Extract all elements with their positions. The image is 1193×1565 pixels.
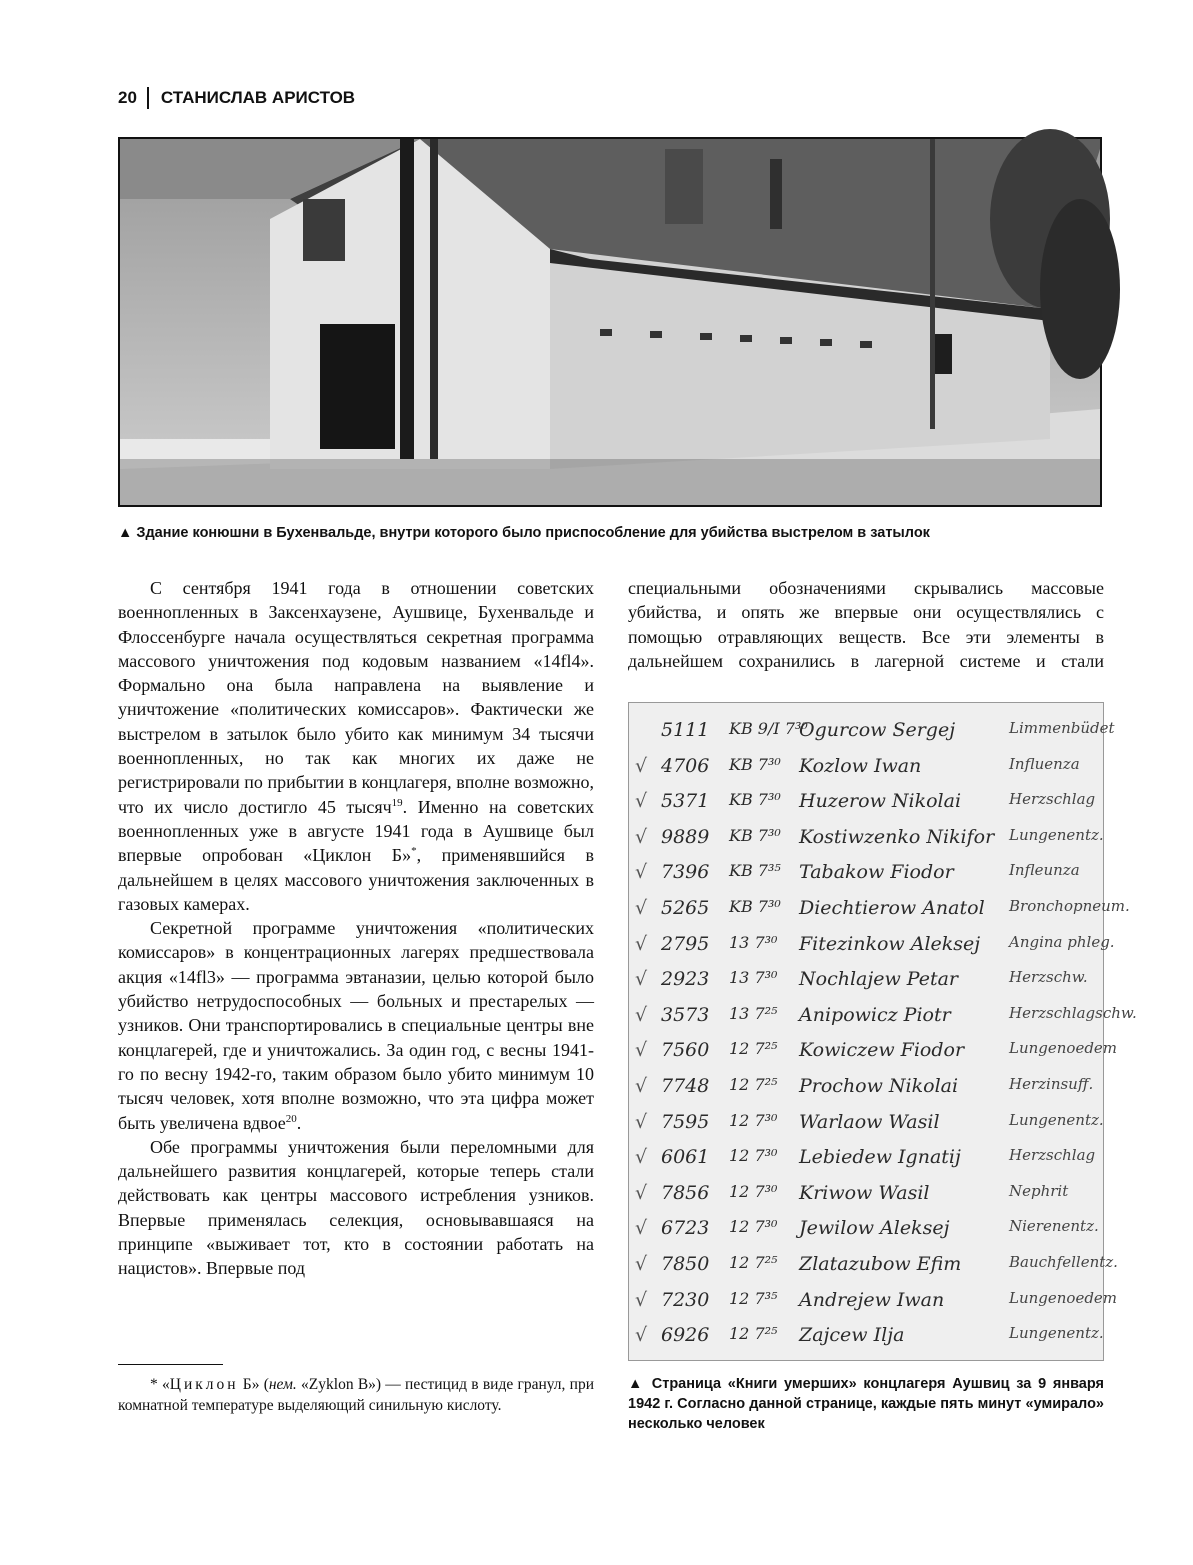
record-name: Anipowicz Piotr <box>799 1003 951 1026</box>
death-record-row <box>629 784 1103 820</box>
record-cause: Lungenoedem <box>1009 1288 1118 1307</box>
record-code: KB 7³⁰ <box>729 897 781 916</box>
record-cause: Lungenoedem <box>1009 1039 1118 1058</box>
record-number: 6723 <box>661 1217 710 1240</box>
record-number: 7856 <box>661 1181 710 1204</box>
record-check: √ <box>635 1039 648 1062</box>
record-number: 7595 <box>661 1110 710 1133</box>
footnote: * «Циклон Б» (нем. «Zyklon B») — пестицид в виде гранул, при комнатной температуре выделяющий синильную кислоту. <box>118 1376 595 1414</box>
record-number: 5371 <box>661 790 710 813</box>
record-check: √ <box>635 1217 648 1240</box>
photo-caption: ▲ Здание конюшни в Бухенвальде, внутри которого было приспособление для убийства выстрелом в затылок <box>118 525 930 541</box>
death-record-row <box>629 713 1115 749</box>
record-name: Zajcew Ilja <box>799 1324 905 1347</box>
record-name: Kowiczew Fiodor <box>799 1039 965 1062</box>
record-cause: Lungenentz. <box>1009 825 1104 844</box>
record-number: 7396 <box>661 861 710 884</box>
record-number: 6061 <box>661 1146 710 1169</box>
record-code: 12 7³⁵ <box>729 1288 778 1308</box>
record-code: 12 7³⁰ <box>729 1110 778 1130</box>
record-code: KB 7³⁰ <box>729 825 781 845</box>
record-check: √ <box>635 861 648 884</box>
document-caption: ▲ Страница «Книги умерших» концлагеря Аушвиц за 9 января 1942 г. Согласно данной странице, каждые пять минут «умирало» несколько человек <box>628 1376 1104 1432</box>
record-check: √ <box>635 825 648 848</box>
record-code: 12 7²⁵ <box>729 1039 778 1059</box>
record-code: 12 7²⁵ <box>729 1324 778 1344</box>
record-number: 2795 <box>661 932 710 955</box>
record-number: 6926 <box>661 1324 710 1347</box>
record-cause: Herzschlag <box>1009 1146 1096 1165</box>
record-check: √ <box>635 754 648 777</box>
record-name: Ogurcow Sergej <box>799 719 956 741</box>
record-code: 13 7²⁵ <box>729 1003 778 1023</box>
record-name: Jewilow Aleksej <box>799 1217 950 1240</box>
record-check: √ <box>635 932 648 955</box>
record-number: 7560 <box>661 1039 710 1062</box>
record-number: 5265 <box>661 897 710 919</box>
death-record-row <box>629 927 1115 963</box>
record-code: 13 7³⁰ <box>729 968 778 988</box>
record-check: √ <box>635 1181 648 1204</box>
record-name: Prochow Nikolai <box>799 1075 959 1097</box>
death-book-page-image <box>628 702 1137 1361</box>
record-cause: Bauchfellentz. <box>1009 1253 1118 1271</box>
paragraph-2: Секретной программе уничтожения «политических комиссаров» в концентрационных лагерях предшествовала акция «14fl3» — программа эвтаназии, целью которой было убийство нетрудоспособных — больных и престарелых — узников. Они транспортировались в специальные центры вне концлагерей, где и уничтожались. За один год, с весны 1941-го по весну 1942-го, таким образом было убито минимум 10 тысяч человек, хотя вполне возможно, что эта цифра может быть увеличена вдвое$^{20}$. <box>118 918 594 1133</box>
left-column <box>118 576 594 1281</box>
record-check: √ <box>635 1146 648 1169</box>
death-record-row <box>629 1176 1103 1212</box>
record-code: KB 9/I 7³⁰ <box>729 719 808 738</box>
footnote-rule <box>118 1364 223 1365</box>
record-cause: Herzschw. <box>1009 968 1088 987</box>
page-number: 20 <box>118 88 137 107</box>
record-code: KB 7³⁵ <box>729 861 781 881</box>
record-code: 12 7³⁰ <box>729 1181 778 1201</box>
right-column-text: специальными обозначениями скрывались массовые убийства, и опять же впервые они осуществлялись с помощью отравляющих веществ. Все эти элементы в дальнейшем сохранились в лагерной системе и стали <box>628 578 1104 671</box>
running-header <box>118 86 355 110</box>
record-name: Andrejew Iwan <box>799 1288 945 1311</box>
death-record-row <box>629 1247 1118 1283</box>
record-number: 9889 <box>661 825 710 848</box>
death-record-row <box>629 749 1103 785</box>
record-number: 7230 <box>661 1288 710 1311</box>
record-number: 7850 <box>661 1253 710 1275</box>
record-name: Kostiwzenko Nikifor <box>799 825 995 848</box>
record-name: Tabakow Fiodor <box>799 861 954 884</box>
record-code: 13 7³⁰ <box>729 932 778 952</box>
death-record-row <box>629 1283 1118 1319</box>
death-record-row <box>629 1105 1103 1141</box>
record-number: 2923 <box>661 968 710 991</box>
record-code: 12 7³⁰ <box>729 1217 778 1237</box>
record-number: 7748 <box>661 1075 710 1097</box>
record-name: Fitezinkow Aleksej <box>799 932 981 955</box>
record-check: √ <box>635 1003 648 1026</box>
record-cause: Herzschlag <box>1009 790 1096 809</box>
death-record-row <box>629 1318 1103 1354</box>
photo-stable-building-icon <box>120 139 1100 505</box>
stable-photo <box>118 137 1102 507</box>
record-number: 5111 <box>661 719 710 741</box>
death-record-row <box>629 1069 1103 1105</box>
death-record-row <box>629 1033 1118 1069</box>
record-cause: Angina phleg. <box>1009 932 1115 951</box>
record-name: Nochlajew Petar <box>799 968 959 991</box>
record-check: √ <box>635 1288 648 1311</box>
record-cause: Herzinsuff. <box>1009 1075 1094 1093</box>
paragraph-1: С сентября 1941 года в отношении советских военнопленных в Заксенхаузене, Аушвице, Бухенвальде и Флоссенбурге начала осуществляться секретная программа массового уничтожения под кодовым названием «14fl4». Формально она была направлена на выявление и уничтожение «политических комиссаров». Фактически же выстрелом в затылок было убито как минимум 34 тысячи военнопленных, но так как многих их даже не регистрировали по прибытии в концлагеря, вполне возможно, что их число достигло 45 тысяч$^{19}$. Именно на советских военнопленных уже в августе 1941 года в Аушвице был впервые опробован «Циклон Б»*, применявшийся в дальнейшем в целях массового уничтожения заключенных в газовых камерах. <box>118 578 594 914</box>
death-record-row <box>629 962 1103 998</box>
record-name: Warlaow Wasil <box>799 1110 940 1133</box>
record-code: KB 7³⁰ <box>729 790 781 810</box>
death-record-row <box>629 1211 1103 1247</box>
record-cause: Infleunza <box>1009 861 1080 880</box>
record-cause: Lungenentz. <box>1009 1324 1104 1343</box>
record-number: 3573 <box>661 1003 710 1026</box>
record-name: Kriwow Wasil <box>799 1181 930 1204</box>
record-check: √ <box>635 1110 648 1133</box>
paragraph-3: Обе программы уничтожения были переломными для дальнейшего развития концлагерей, которые теперь стали действовать как центры массового истребления узников. Впервые применялась селекция, основывавшаяся на принципе «выживает тот, кто в состоянии работать на нацистов». Впервые под <box>118 1136 594 1279</box>
record-code: 12 7²⁵ <box>729 1075 778 1094</box>
record-code: KB 7³⁰ <box>729 754 781 774</box>
death-record-row <box>629 1140 1103 1176</box>
record-name: Kozlow Iwan <box>799 754 922 777</box>
record-check: √ <box>635 897 648 919</box>
record-cause: Lungenentz. <box>1009 1110 1104 1129</box>
right-column <box>628 576 1104 673</box>
record-name: Huzerow Nikolai <box>799 790 962 813</box>
running-header-author: СТАНИСЛАВ АРИСТОВ <box>160 88 356 107</box>
death-record-row <box>629 998 1137 1034</box>
record-check: √ <box>635 1324 648 1347</box>
record-number: 4706 <box>661 754 710 777</box>
record-check: √ <box>635 790 648 813</box>
record-check: √ <box>635 1075 648 1097</box>
death-record-row <box>629 891 1130 927</box>
record-code: 12 7²⁵ <box>729 1253 778 1272</box>
record-code: 12 7³⁰ <box>729 1146 778 1166</box>
record-name: Zlatazubow Efim <box>799 1253 962 1275</box>
record-cause: Nephrit <box>1009 1181 1069 1200</box>
record-check: √ <box>635 968 648 991</box>
death-record-row <box>629 855 1103 891</box>
record-name: Diechtierow Anatol <box>799 897 985 919</box>
header-divider <box>147 87 149 109</box>
record-cause: Nierenentz. <box>1009 1217 1099 1236</box>
record-cause: Bronchopneum. <box>1009 897 1130 915</box>
record-name: Lebiedew Ignatij <box>799 1146 961 1169</box>
death-record-row <box>629 820 1103 856</box>
record-cause: Limmenbüdet <box>1009 719 1115 737</box>
record-check: √ <box>635 1253 648 1275</box>
record-cause: Herzschlagschw. <box>1009 1003 1137 1022</box>
record-cause: Influenza <box>1009 754 1080 773</box>
